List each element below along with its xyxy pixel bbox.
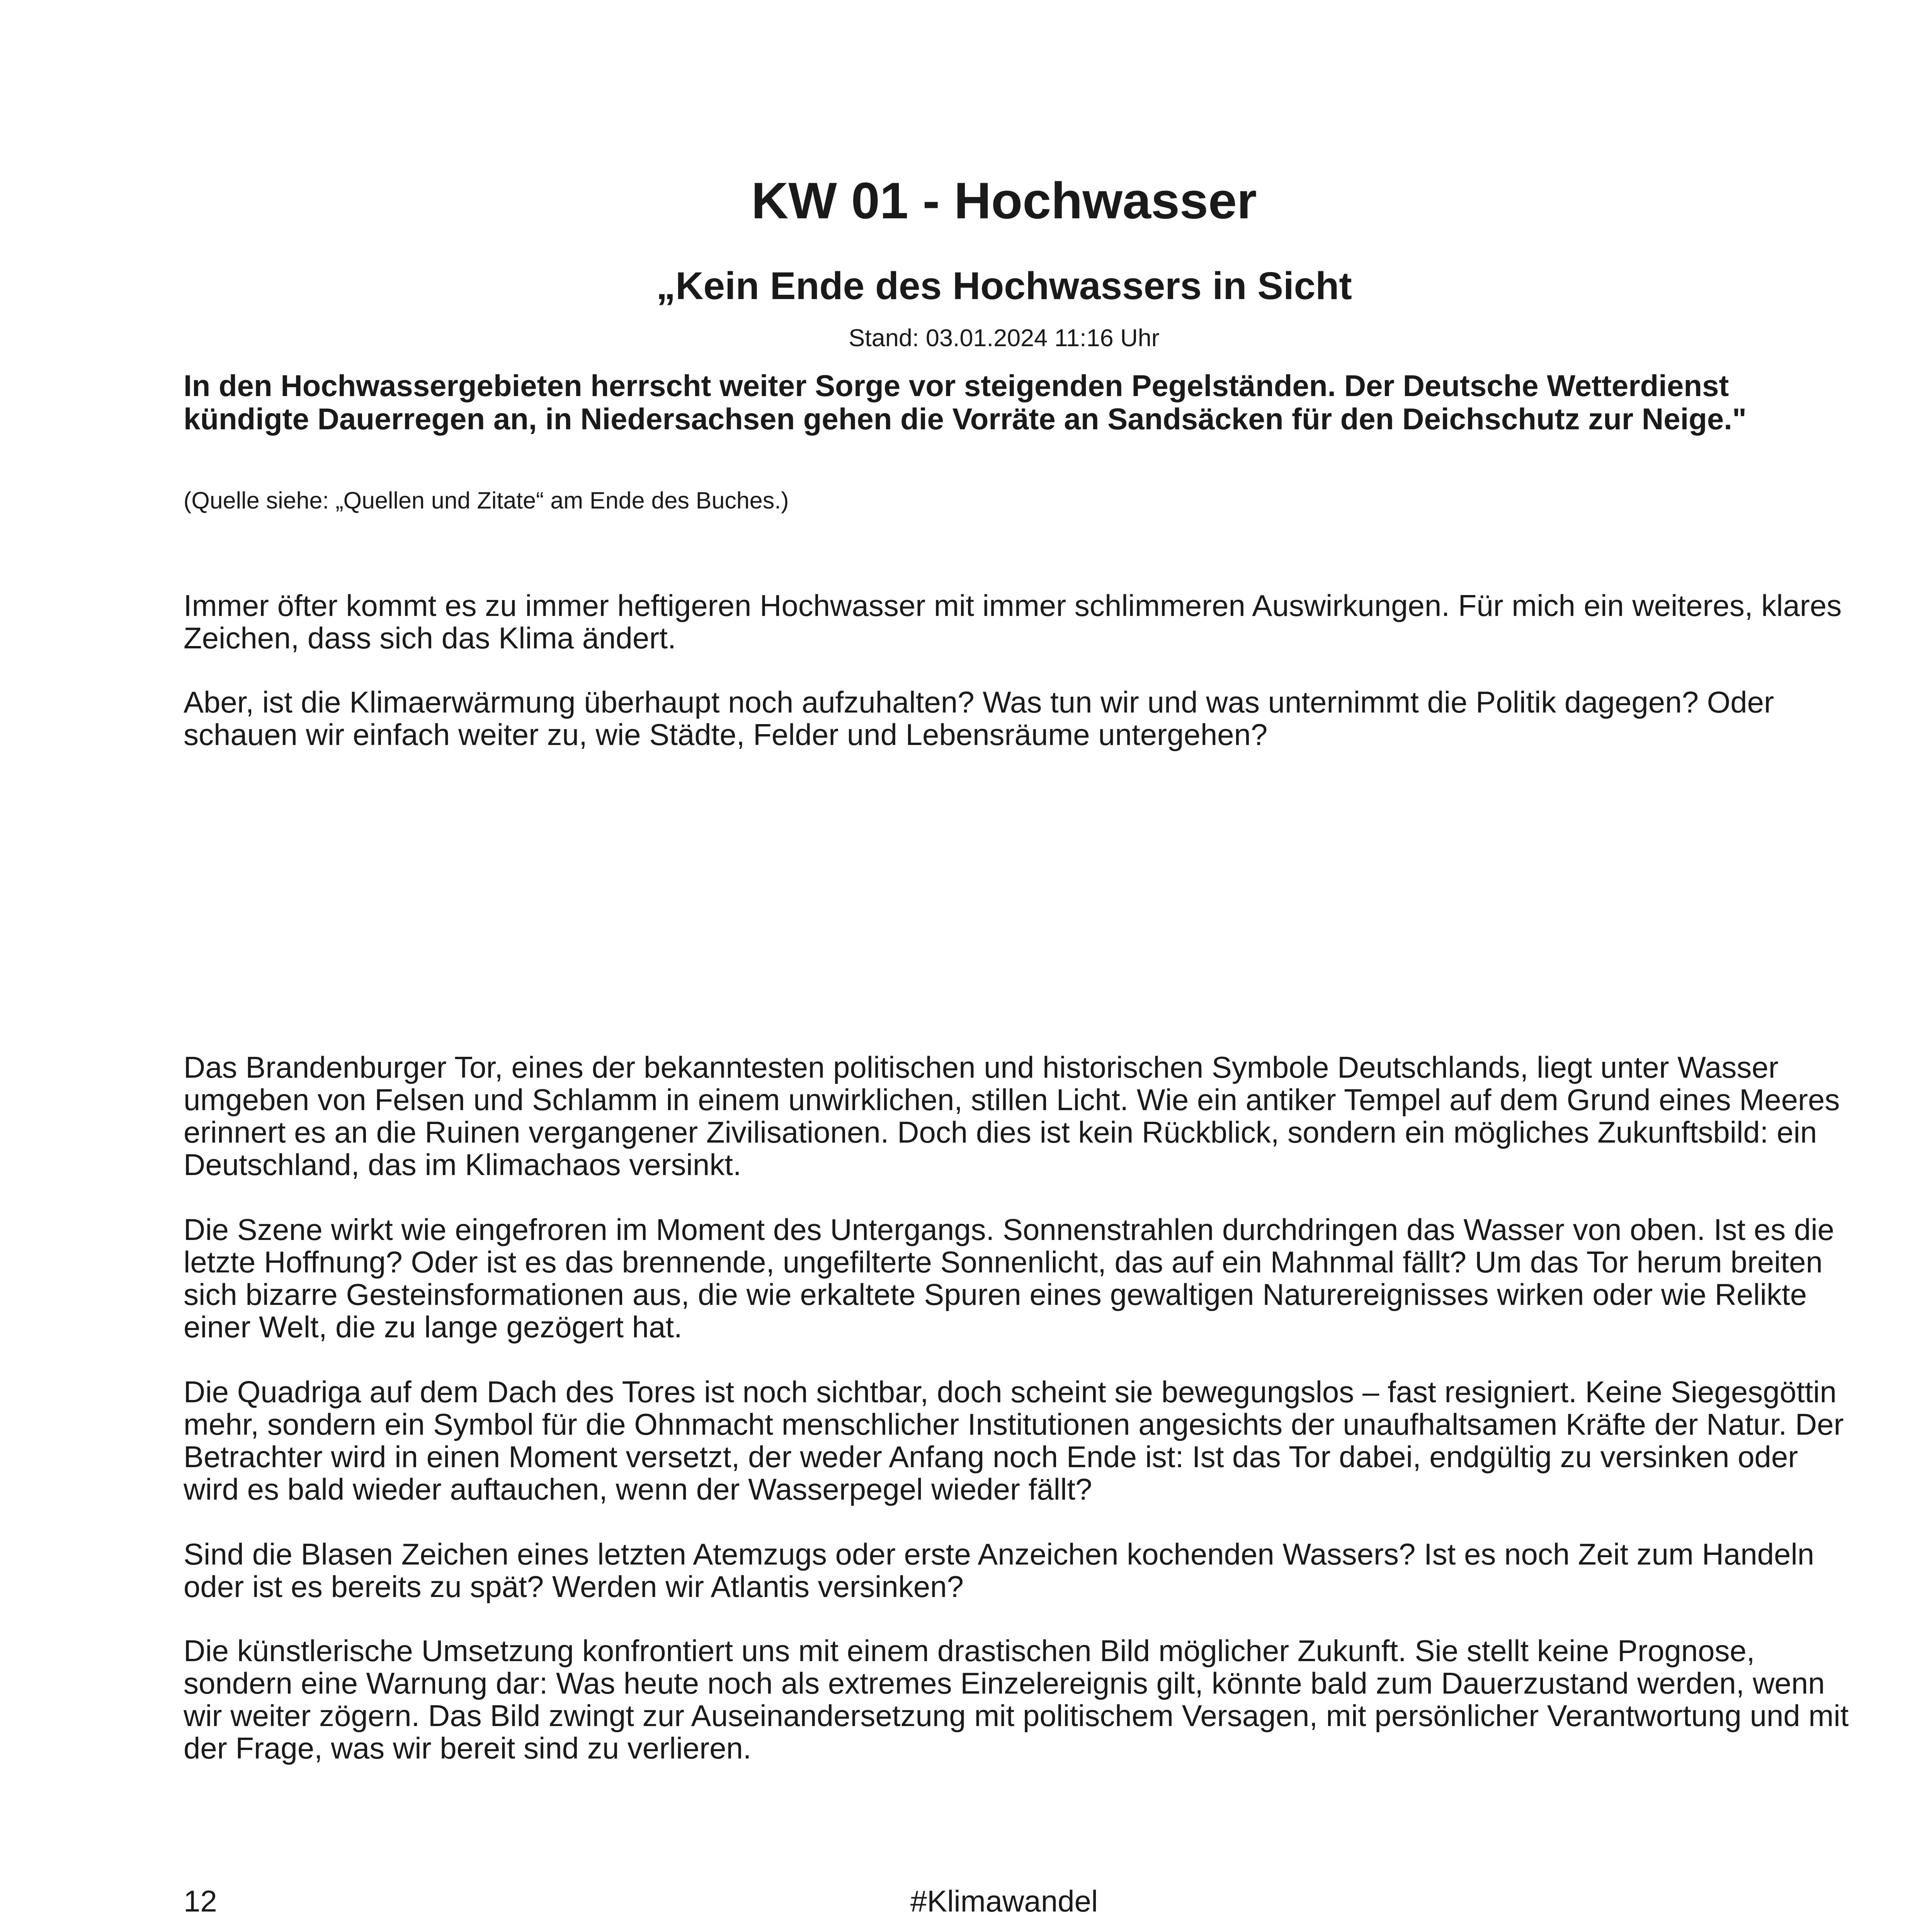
footer-hashtag: #Klimawandel xyxy=(910,1884,1098,1918)
body-paragraph: Sind die Blasen Zeichen eines letzten Atemzugs oder erste Anzeichen kochenden Wassers? Ist es noch Zeit zum Handeln oder ist es bereits zu spät? Werden wir Atlantis versinken? xyxy=(184,1537,1815,1604)
body-paragraph: Immer öfter kommt es zu immer heftigeren Hochwasser mit immer schlimmeren Auswirkungen. Für mich ein weiteres, klares Zeichen, dass sich das Klima ändert. xyxy=(184,588,1842,655)
body-paragraph: Die künstlerische Umsetzung konfrontiert uns mit einem drastischen Bild möglicher Zukunft. Sie stellt keine Prognose, sondern eine Warnung dar: Was heute noch als extremes Einzelereignis gilt, könnte bald zum Dauerzustand werden, wenn wir weiter zögern. Das Bild zwingt zur Auseinandersetzung mit politischem Versagen, mit persönlicher Verantwortung und mit der Frage, was wir bereit sind zu verlieren. xyxy=(184,1634,1849,1765)
page-title: KW 01 - Hochwasser xyxy=(751,172,1257,230)
article-headline: „Kein Ende des Hochwassers in Sicht xyxy=(656,264,1352,308)
source-note: (Quelle siehe: „Quellen und Zitate“ am Ende des Buches.) xyxy=(184,487,789,514)
blank-space xyxy=(184,784,1853,1032)
page-number: 12 xyxy=(184,1884,217,1918)
lead-quote: In den Hochwassergebieten herrscht weiter Sorge vor steigenden Pegelständen. Der Deutsche Wetterdienst kündigte Dauerregen an, in Niedersachsen gehen die Vorräte an Sandsäcken für den Deichschutz zur Neige." xyxy=(184,369,1747,436)
body-paragraph: Die Szene wirkt wie eingefroren im Moment des Untergangs. Sonnenstrahlen durchdringen das Wasser von oben. Ist es die letzte Hoffnung? Oder ist es das brennende, ungefilterte Sonnenlicht, das auf ein Mahnmal fällt? Um das Tor herum breiten sich bizarre Gesteinsformationen aus, die wie erkaltete Spuren eines gewaltigen Naturereignisses wirken oder wie Relikte einer Welt, die zu lange gezögert hat. xyxy=(184,1213,1835,1344)
body-paragraph: Das Brandenburger Tor, eines der bekanntesten politischen und historischen Symbole Deutschlands, liegt unter Wasser umgeben von Felsen und Schlamm in einem unwirklichen, stillen Licht. Wie ein antiker Tempel auf dem Grund eines Meeres erinnert es an die Ruinen vergangener Zivilisationen. Doch dies ist kein Rückblick, sondern ein mögliches Zukunftsbild: ein Deutschland, das im Klimachaos versinkt. xyxy=(184,1050,1840,1182)
article-timestamp: Stand: 03.01.2024 11:16 Uhr xyxy=(849,325,1160,352)
body-paragraph: Aber, ist die Klimaerwärmung überhaupt noch aufzuhalten? Was tun wir und was unternimmt die Politik dagegen? Oder schauen wir einfach weiter zu, wie Städte, Felder und Lebensräume untergehen? xyxy=(184,685,1774,752)
body-paragraph: Die Quadriga auf dem Dach des Tores ist noch sichtbar, doch scheint sie bewegungslos – fast resigniert. Keine Siegesgöttin mehr, sondern ein Symbol für die Ohnmacht menschlicher Institutionen angesichts der unaufhaltsamen Kräfte der Natur. Der Betrachter wird in einen Moment versetzt, der weder Anfang noch Ende ist: Ist das Tor dabei, endgültig zu versinken oder wird es bald wieder auftauchen, wenn der Wasserpegel wieder fällt? xyxy=(184,1375,1844,1506)
